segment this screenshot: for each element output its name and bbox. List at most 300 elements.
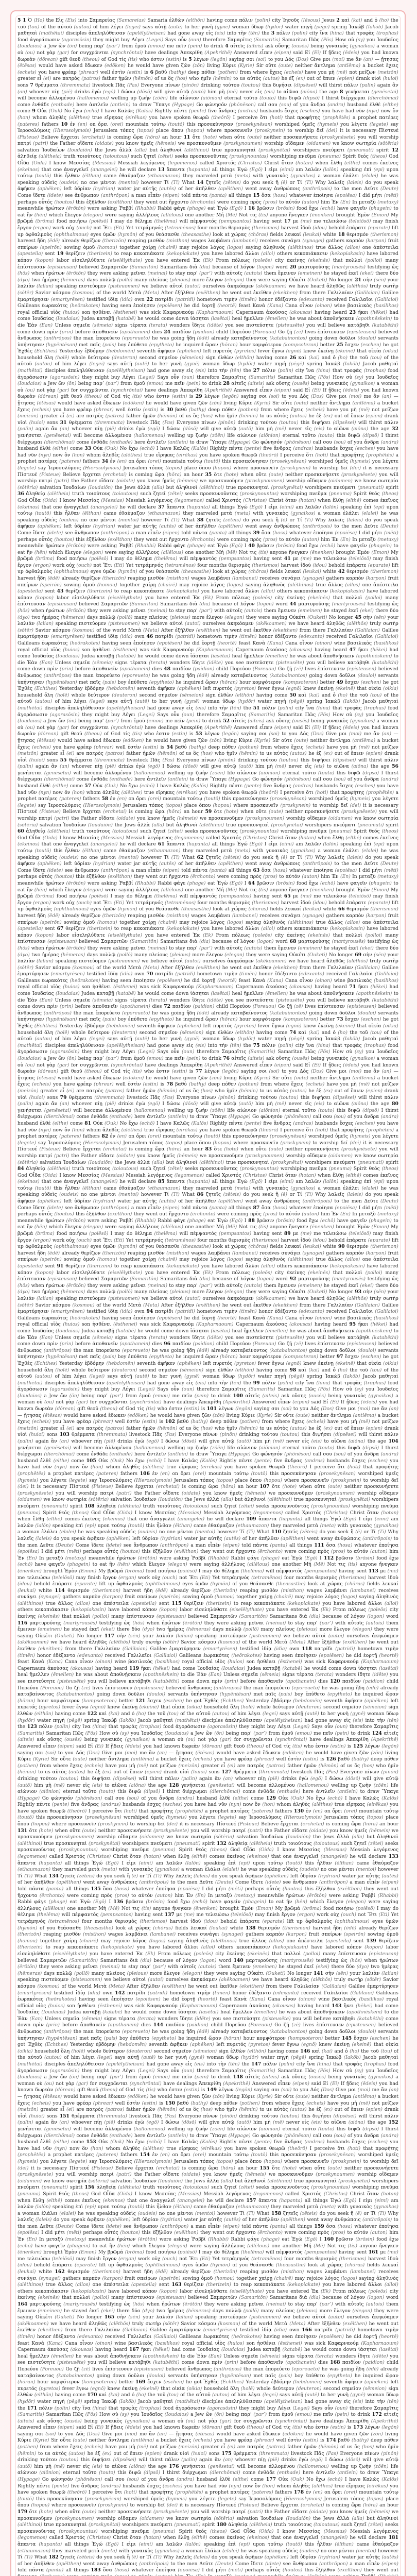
english-gloss: testifying bbox=[367, 939, 390, 945]
greek-word: μείζων bbox=[359, 69, 376, 75]
interlinear-word bbox=[171, 128, 224, 133]
english-gloss: is bbox=[189, 1069, 194, 1075]
transliteration: (brōsin) bbox=[275, 880, 295, 886]
greek-word: λέγετε bbox=[383, 459, 398, 465]
transliteration: (phage) bbox=[187, 1217, 206, 1224]
interlinear-word bbox=[351, 413, 398, 419]
transliteration: (dipsēsei) bbox=[333, 419, 356, 426]
interlinear-word bbox=[29, 498, 78, 503]
greek-word: πρὸς bbox=[250, 874, 262, 880]
english-gloss: came bbox=[103, 511, 117, 517]
transliteration: (gynaikos) bbox=[290, 511, 316, 517]
english-gloss: see bbox=[64, 530, 73, 536]
interlinear-word bbox=[344, 82, 392, 88]
transliteration: (tis) bbox=[132, 731, 142, 737]
interlinear-word bbox=[206, 1192, 275, 1197]
english-gloss: see bbox=[64, 1205, 73, 1211]
transliteration: (alētheia) bbox=[47, 828, 71, 835]
greek-word: θεοῦ bbox=[69, 56, 81, 62]
greek-word: Καλῶς bbox=[173, 1120, 189, 1126]
interlinear-word bbox=[180, 725, 259, 731]
interlinear-word bbox=[77, 154, 144, 159]
transliteration: (hymeis) bbox=[317, 121, 338, 127]
interlinear-word bbox=[246, 57, 285, 62]
verse-number: 27 bbox=[253, 368, 260, 374]
greek-word: υἱὸς bbox=[50, 984, 61, 990]
transliteration: (en) bbox=[117, 796, 127, 802]
english-gloss: Unless bbox=[55, 997, 71, 1003]
greek-word: ἁλλομένου bbox=[105, 1107, 131, 1113]
english-gloss: to you bbox=[282, 731, 298, 737]
transliteration: (bathy) bbox=[188, 744, 206, 750]
english-gloss: will give bbox=[200, 764, 221, 770]
transliteration: (trophas) bbox=[363, 1042, 386, 1048]
english-gloss: believed bbox=[79, 939, 99, 945]
greek-word: γὰρ bbox=[46, 387, 56, 393]
interlinear-word bbox=[299, 355, 333, 361]
interlinear-word bbox=[305, 426, 334, 432]
transliteration: (auton) bbox=[302, 1211, 319, 1217]
english-gloss: call bbox=[312, 439, 322, 445]
transliteration: (ergon) bbox=[33, 900, 51, 906]
interlinear-word bbox=[326, 283, 383, 289]
greek-word: ἤδη bbox=[186, 335, 195, 342]
transliteration: (proskynēsete) bbox=[320, 134, 356, 140]
transliteration: (egō) bbox=[147, 764, 160, 770]
interlinear-word bbox=[108, 297, 146, 302]
interlinear-word bbox=[193, 751, 227, 756]
greek-word: οὐχ bbox=[66, 1237, 75, 1243]
interlinear-word bbox=[18, 933, 72, 938]
greek-word: τοιούτους bbox=[86, 828, 111, 835]
english-gloss: out of bbox=[334, 413, 349, 419]
interlinear-word bbox=[356, 57, 381, 62]
english-gloss: fathers bbox=[41, 121, 59, 127]
english-gloss: will thirst bbox=[358, 757, 383, 763]
greek-word: προφήτης bbox=[297, 114, 320, 121]
interlinear-word bbox=[123, 731, 157, 737]
english-gloss: this bbox=[54, 848, 63, 854]
greek-word: προσκυνηταὶ bbox=[238, 1159, 269, 1165]
interlinear-word bbox=[156, 232, 231, 238]
transliteration: (piē) bbox=[105, 1101, 116, 1107]
greek-word: φώνησόν bbox=[260, 776, 283, 783]
greek-word: ἡμῖν bbox=[226, 1088, 237, 1094]
greek-word: Ἐγὼ bbox=[217, 543, 228, 549]
english-gloss: What bbox=[182, 854, 195, 860]
english-gloss: a man bbox=[131, 193, 147, 199]
transliteration: (aphēken) bbox=[177, 348, 201, 354]
greek-word: δεῖ bbox=[316, 128, 324, 134]
greek-word: ἤμελλεν bbox=[244, 991, 264, 997]
english-gloss: there bbox=[375, 608, 388, 614]
greek-word: ἅπαντα bbox=[166, 504, 185, 510]
interlinear-word bbox=[273, 82, 344, 88]
greek-word: τούτῳ bbox=[18, 511, 32, 517]
english-gloss: went away bbox=[245, 523, 272, 530]
english-gloss: Jerusalem bbox=[93, 128, 118, 134]
transliteration: (legete) bbox=[18, 1140, 36, 1146]
transliteration: (hymeis) bbox=[350, 796, 371, 802]
english-gloss: we believe bbox=[142, 958, 168, 964]
english-gloss: Samaritan bbox=[282, 37, 307, 43]
interlinear-word bbox=[133, 640, 202, 646]
greek-word: ἴδητε bbox=[192, 997, 205, 1003]
interlinear-word bbox=[63, 485, 137, 490]
transliteration: (proskynountas) bbox=[239, 491, 279, 497]
transliteration: (gar) bbox=[57, 49, 70, 56]
transliteration: (phōnēson) bbox=[284, 439, 311, 445]
interlinear-word bbox=[190, 991, 244, 996]
greek-word: Ἰουδαίων bbox=[63, 822, 86, 828]
english-gloss: to bbox=[279, 199, 284, 205]
interlinear-word bbox=[346, 913, 398, 919]
greek-word: τούτῳ bbox=[151, 121, 166, 127]
interlinear-word bbox=[268, 167, 305, 173]
transliteration: (lalōn) bbox=[323, 841, 339, 848]
greek-word: γενήσεται bbox=[18, 1107, 42, 1113]
interlinear-word bbox=[190, 893, 284, 899]
interlinear-word bbox=[78, 1173, 148, 1178]
transliteration: (hēmeis) bbox=[155, 141, 177, 147]
greek-word: ζητεῖ bbox=[144, 154, 157, 160]
interlinear-word bbox=[227, 958, 326, 964]
interlinear-word bbox=[250, 887, 289, 893]
transliteration: (lalian) bbox=[36, 621, 54, 627]
interlinear-word bbox=[239, 400, 282, 406]
interlinear-word bbox=[63, 822, 137, 828]
interlinear-word bbox=[222, 63, 266, 69]
transliteration: (legete) bbox=[18, 465, 36, 471]
greek-word: αὐτοὶ bbox=[169, 958, 183, 964]
english-gloss: spring bbox=[307, 1036, 322, 1042]
interlinear-word bbox=[357, 887, 398, 893]
english-gloss: they marveled bbox=[183, 173, 218, 179]
transliteration: (aiōna) bbox=[351, 1101, 369, 1107]
interlinear-word bbox=[170, 699, 222, 704]
greek-word: θέλημα bbox=[134, 556, 152, 562]
greek-word: πόθεν bbox=[201, 69, 216, 75]
english-gloss: From bbox=[216, 257, 229, 263]
transliteration: (Eti) bbox=[113, 225, 125, 231]
english-gloss: or bbox=[289, 179, 295, 185]
interlinear-word bbox=[72, 258, 193, 263]
transliteration: (Egō) bbox=[229, 880, 243, 886]
greek-word: Δεῦτε bbox=[364, 861, 378, 867]
interlinear-word bbox=[135, 556, 190, 562]
transliteration: (anthrōpos) bbox=[43, 335, 72, 342]
interlinear-word bbox=[266, 1185, 343, 1191]
english-gloss: I know bbox=[59, 835, 76, 841]
interlinear-word bbox=[190, 1231, 284, 1236]
greek-word: ἄνδρας bbox=[273, 1120, 291, 1126]
english-gloss: Jerusalem bbox=[123, 802, 147, 808]
transliteration: (pinōn) bbox=[218, 757, 236, 763]
interlinear-word bbox=[327, 965, 398, 971]
greek-word: τέρατα bbox=[130, 997, 147, 1003]
interlinear-word bbox=[47, 329, 92, 335]
greek-word: ἣν bbox=[27, 212, 33, 218]
greek-word: τόπος bbox=[120, 128, 134, 134]
transliteration: (patri) bbox=[54, 478, 70, 484]
greek-word: Ῥαββί bbox=[118, 543, 133, 549]
transliteration: (orei) bbox=[148, 459, 161, 465]
english-gloss: and bbox=[363, 18, 373, 23]
interlinear-word bbox=[67, 705, 186, 711]
interlinear-word bbox=[250, 1140, 340, 1146]
transliteration: (laleis) bbox=[346, 854, 363, 860]
greek-word: φάγε bbox=[173, 880, 185, 886]
greek-word: αὐτῇ bbox=[120, 361, 132, 367]
interlinear-word bbox=[18, 472, 83, 478]
english-gloss: or bbox=[289, 854, 295, 860]
transliteration: (mē) bbox=[358, 406, 370, 413]
interlinear-word bbox=[47, 1004, 92, 1009]
greek-word: πρὸς bbox=[250, 1211, 262, 1217]
english-gloss: Unless bbox=[55, 322, 71, 328]
english-gloss: Says bbox=[157, 711, 168, 718]
transliteration: (polloi) bbox=[365, 257, 383, 263]
transliteration: (tēn) bbox=[230, 368, 241, 374]
greek-word: ἐδέξαντο bbox=[274, 634, 297, 640]
transliteration: (lalian) bbox=[36, 958, 54, 964]
greek-word: δωρεὰν bbox=[18, 56, 36, 62]
interlinear-word bbox=[51, 764, 94, 769]
english-gloss: Not bbox=[238, 212, 248, 218]
transliteration: (hapanta) bbox=[186, 166, 210, 173]
interlinear-word bbox=[222, 1173, 285, 1178]
english-gloss: such bbox=[131, 154, 142, 160]
english-gloss: says bbox=[107, 699, 118, 705]
interlinear-word bbox=[333, 498, 380, 503]
english-gloss: reaping bbox=[127, 912, 146, 919]
greek-word: θερίζων bbox=[81, 575, 101, 582]
interlinear-word bbox=[70, 57, 119, 62]
interlinear-word bbox=[287, 329, 318, 335]
interlinear-word bbox=[267, 1101, 304, 1107]
interlinear-word bbox=[18, 563, 66, 568]
interlinear-word bbox=[110, 459, 136, 464]
interlinear-word bbox=[128, 290, 175, 296]
english-gloss: you have entered bbox=[145, 257, 190, 263]
transliteration: (ērōtōn) bbox=[66, 1217, 86, 1224]
interlinear-word bbox=[297, 115, 379, 121]
greek-word: τελειώσω bbox=[323, 893, 346, 900]
transliteration: (pneumati) bbox=[357, 484, 384, 490]
greek-word: αἰώνιον bbox=[237, 770, 257, 776]
english-gloss: he will declare bbox=[119, 166, 156, 173]
greek-word: ἥκει bbox=[358, 309, 369, 315]
greek-word: ἔλεγον bbox=[65, 1224, 82, 1230]
transliteration: (meinai) bbox=[147, 608, 168, 614]
transliteration: (idia) bbox=[119, 971, 133, 977]
greek-word: Γαλιλαίαν bbox=[327, 627, 353, 633]
greek-word: ἐποίησεν bbox=[133, 303, 155, 309]
transliteration: (hēkei) bbox=[370, 309, 388, 315]
greek-word: κόπον bbox=[18, 932, 32, 938]
greek-word: παρ’ bbox=[187, 945, 198, 951]
interlinear-word bbox=[18, 1114, 91, 1120]
greek-word: Δός bbox=[299, 394, 309, 400]
english-gloss: a Jew bbox=[43, 43, 57, 49]
english-gloss: My bbox=[391, 887, 398, 893]
english-gloss: they went out bbox=[133, 536, 167, 543]
greek-word: σου bbox=[323, 439, 332, 445]
english-gloss: I thirst bbox=[381, 1107, 398, 1113]
english-gloss: worshipers bbox=[305, 1159, 332, 1165]
greek-word: πατρί bbox=[18, 141, 31, 147]
greek-word: ἔλθῃ bbox=[331, 160, 342, 166]
greek-word: ζητεῖ bbox=[153, 491, 166, 497]
transliteration: (eschen) bbox=[360, 342, 381, 348]
transliteration: (epoiēsa) bbox=[335, 1205, 357, 1211]
interlinear-word bbox=[193, 258, 232, 263]
greek-word: ἄνθρωπον bbox=[74, 193, 99, 199]
interlinear-word bbox=[349, 24, 398, 30]
transliteration: (andras) bbox=[293, 446, 314, 452]
english-gloss: seeks bbox=[184, 828, 198, 835]
transliteration: (oikia) bbox=[383, 348, 398, 354]
transliteration: (en) bbox=[78, 121, 88, 127]
greek-word: ἄλλος bbox=[328, 244, 343, 250]
english-gloss: wages bbox=[191, 238, 206, 244]
english-gloss: from where bbox=[260, 744, 289, 750]
interlinear-word bbox=[149, 465, 199, 471]
greek-word: ἀληθινοὶ bbox=[176, 484, 198, 490]
transliteration: (therismon) bbox=[370, 906, 398, 912]
transliteration: (autēs) bbox=[159, 523, 176, 530]
english-gloss: behold bbox=[328, 1237, 345, 1243]
greek-word: ἀγοράσωσιν bbox=[18, 711, 48, 718]
verse-number: 31 bbox=[60, 419, 67, 426]
greek-word: ὄρει bbox=[136, 459, 146, 465]
greek-word: εἰς bbox=[186, 368, 194, 374]
english-gloss: because of bbox=[212, 939, 239, 945]
transliteration: (pēgē) bbox=[288, 699, 304, 705]
verse-number: 62 bbox=[197, 854, 204, 860]
interlinear-word bbox=[97, 316, 190, 321]
transliteration: (meta) bbox=[234, 511, 251, 517]
english-gloss: food bbox=[297, 543, 307, 549]
interlinear-word bbox=[18, 160, 68, 166]
interlinear-word bbox=[346, 375, 377, 380]
interlinear-word bbox=[287, 595, 345, 601]
interlinear-word bbox=[218, 355, 289, 361]
transliteration: (exēlthon) bbox=[108, 536, 132, 543]
interlinear-word bbox=[250, 874, 286, 879]
interlinear-word bbox=[255, 89, 284, 95]
greek-word: πάντα bbox=[192, 530, 208, 536]
interlinear-word bbox=[18, 141, 77, 146]
greek-word: τις bbox=[249, 549, 257, 555]
english-gloss: came bbox=[103, 173, 117, 179]
greek-word: ἐν bbox=[110, 1133, 116, 1140]
interlinear-word bbox=[333, 692, 359, 698]
interlinear-word bbox=[65, 848, 119, 854]
english-gloss: Yet bbox=[126, 225, 134, 231]
english-gloss: this bbox=[300, 757, 310, 763]
interlinear-word bbox=[329, 400, 398, 406]
transliteration: (eporeueto) bbox=[121, 672, 150, 679]
transliteration: (oute) bbox=[294, 400, 308, 406]
interlinear-word bbox=[351, 1081, 381, 1087]
english-gloss: upon bbox=[386, 1179, 398, 1185]
interlinear-word bbox=[266, 647, 350, 653]
greek-word: ἡμῖν bbox=[226, 751, 237, 757]
transliteration: (hēmōn) bbox=[157, 413, 178, 419]
greek-word: Σαμαριτῶν bbox=[101, 264, 128, 270]
greek-word: φάγε bbox=[173, 206, 185, 212]
greek-word: ἣν bbox=[27, 549, 33, 555]
interlinear-word bbox=[68, 160, 140, 166]
greek-word: οὐδεὶς bbox=[41, 1192, 57, 1198]
greek-word: ἐπύθετο bbox=[128, 679, 148, 685]
transliteration: (Ti) bbox=[304, 1192, 313, 1198]
interlinear-word bbox=[156, 452, 241, 458]
greek-word: τοῦ bbox=[359, 1029, 368, 1036]
english-gloss: harvest bbox=[281, 900, 299, 906]
english-gloss: hour bbox=[239, 342, 251, 348]
interlinear-word bbox=[133, 134, 184, 140]
interlinear-word bbox=[287, 933, 345, 938]
english-gloss: No bbox=[64, 108, 72, 114]
greek-word: συγχρῶνται bbox=[80, 49, 109, 56]
english-gloss: you have labored bbox=[201, 251, 244, 257]
transliteration: (estin) bbox=[171, 1069, 187, 1075]
transliteration: (dipsō) bbox=[362, 433, 379, 438]
english-gloss: say bbox=[38, 802, 46, 808]
transliteration: (Poreuou) bbox=[252, 329, 276, 335]
greek-word: ἂν bbox=[355, 56, 362, 62]
english-gloss: place bbox=[184, 802, 197, 808]
english-gloss: a bucket bbox=[377, 400, 398, 406]
greek-word: θεωρῶ bbox=[241, 452, 257, 458]
transliteration: (ei) bbox=[66, 413, 75, 419]
interlinear-word bbox=[86, 874, 169, 879]
transliteration: (pempsantos) bbox=[219, 1231, 252, 1237]
greek-word: φάγε bbox=[173, 543, 185, 549]
transliteration: (ētēsas) bbox=[37, 737, 56, 743]
greek-word: Ἐγὼ bbox=[217, 1217, 228, 1224]
greek-word: τέρατα bbox=[130, 322, 147, 328]
interlinear-word bbox=[37, 108, 73, 114]
greek-word: ἠρώτων bbox=[45, 543, 64, 549]
english-gloss: it is necessary bbox=[363, 465, 398, 471]
english-gloss: ourselves bbox=[202, 621, 225, 627]
interlinear-word bbox=[291, 407, 351, 413]
interlinear-word bbox=[135, 43, 176, 49]
transliteration: (oudeis) bbox=[59, 517, 79, 523]
greek-word: θρέμματα bbox=[68, 419, 92, 426]
transliteration: (ex) bbox=[323, 413, 333, 419]
transliteration: (touto) bbox=[259, 95, 276, 101]
interlinear-word bbox=[333, 355, 359, 361]
transliteration: (dōrean) bbox=[38, 394, 59, 400]
greek-word: μοι bbox=[339, 1069, 347, 1075]
greek-word: ἀπῆλθεν bbox=[195, 1198, 216, 1205]
interlinear-word bbox=[99, 952, 149, 958]
english-gloss: greater bbox=[18, 76, 36, 82]
interlinear-word bbox=[143, 861, 196, 867]
verse-number: 89 bbox=[284, 1231, 291, 1237]
english-gloss: heal bbox=[232, 653, 242, 659]
english-gloss: was sick bbox=[140, 984, 161, 990]
interlinear-word bbox=[299, 154, 358, 159]
english-gloss: that bbox=[333, 595, 343, 601]
verse-number: 35 bbox=[205, 471, 212, 478]
transliteration: (aiteis) bbox=[248, 1056, 265, 1061]
interlinear-word bbox=[229, 225, 301, 231]
